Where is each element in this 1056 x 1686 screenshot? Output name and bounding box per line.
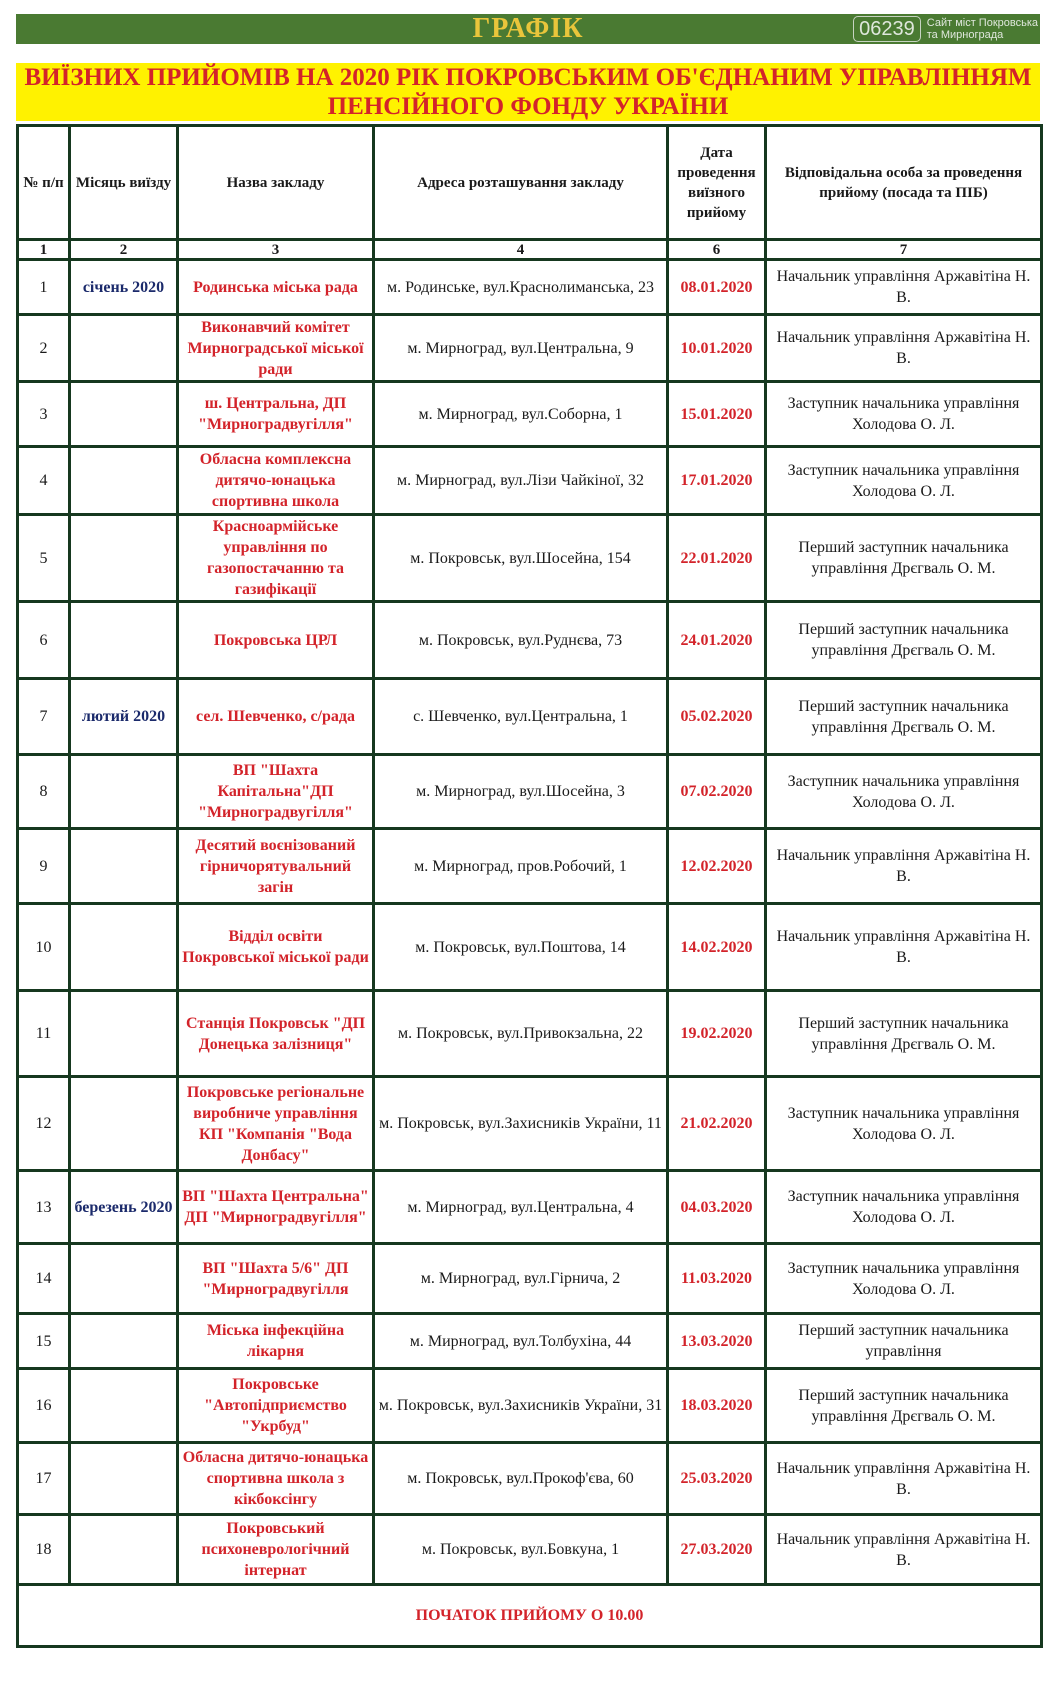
row-person: Заступник начальника управління Холодова О. Л. <box>766 447 1042 515</box>
row-number: 17 <box>18 1443 70 1515</box>
page-title: ГРАФІК <box>472 13 584 44</box>
col-number: 1 <box>18 240 70 260</box>
row-address: м. Покровськ, вул.Бовкуна, 1 <box>374 1515 668 1585</box>
row-person: Заступник начальника управління Холодова О. Л. <box>766 382 1042 447</box>
row-number: 2 <box>18 315 70 382</box>
row-person: Заступник начальника управління Холодова О. Л. <box>766 1244 1042 1314</box>
row-person: Начальник управління Аржавітіна Н. В. <box>766 1515 1042 1585</box>
row-institution: Обласна дитячо-юнацька спортивна школа з кікбоксінгу <box>178 1443 374 1515</box>
row-month <box>70 447 178 515</box>
col-header-month: Місяць виїзду <box>70 126 178 240</box>
subtitle-line-1: ВИЇЗНИХ ПРИЙОМІВ НА 2020 РІК ПОКРОВСЬКИМ ОБ'ЄДНАНИМ УПРАВЛІННЯМ <box>24 64 1032 91</box>
reception-start-note: ПОЧАТОК ПРИЙОМУ О 10.00 <box>18 1585 1042 1647</box>
row-address: м. Мирноград, вул.Соборна, 1 <box>374 382 668 447</box>
row-address: м. Покровськ, вул.Захисників України, 11 <box>374 1077 668 1171</box>
row-month <box>70 1077 178 1171</box>
table-row <box>18 1171 1042 1244</box>
header-row <box>18 126 1042 240</box>
row-person: Заступник начальника управління Холодова О. Л. <box>766 1077 1042 1171</box>
row-date: 18.03.2020 <box>668 1369 766 1443</box>
watermark-number: 06239 <box>853 16 921 42</box>
row-date: 24.01.2020 <box>668 602 766 679</box>
row-institution: ш. Центральна, ДП "Мирноградвугілля" <box>178 382 374 447</box>
row-date: 10.01.2020 <box>668 315 766 382</box>
table-row <box>18 1515 1042 1585</box>
column-number-row <box>18 240 1042 260</box>
row-institution: Покровське "Автопідприємство "Укрбуд" <box>178 1369 374 1443</box>
row-date: 22.01.2020 <box>668 515 766 602</box>
row-person: Перший заступник начальника управління <box>766 1314 1042 1369</box>
row-institution: Відділ освіти Покровської міської ради <box>178 904 374 991</box>
row-institution: Виконавчий комітет Мирноградської міської ради <box>178 315 374 382</box>
row-number: 1 <box>18 260 70 315</box>
col-header-date: Дата проведення виїзного прийому <box>668 126 766 240</box>
row-month <box>70 382 178 447</box>
row-address: м. Мирноград, вул.Лізи Чайкіної, 32 <box>374 447 668 515</box>
row-number: 18 <box>18 1515 70 1585</box>
row-institution: Десятий воєнізований гірничорятувальний загін <box>178 829 374 904</box>
row-number: 11 <box>18 991 70 1077</box>
row-month <box>70 829 178 904</box>
row-institution: Красноармійське управління по газопостачанню та газифікації <box>178 515 374 602</box>
row-month: березень 2020 <box>70 1171 178 1244</box>
col-header-address: Адреса розташування закладу <box>374 126 668 240</box>
row-person: Перший заступник начальника управління Дрєгваль О. М. <box>766 991 1042 1077</box>
row-address: м. Покровськ, вул.Шосейна, 154 <box>374 515 668 602</box>
row-institution: Станція Покровськ "ДП Донецька залізниця" <box>178 991 374 1077</box>
row-month <box>70 315 178 382</box>
watermark-line-2: та Мирнограда <box>926 29 1004 41</box>
watermark-caption <box>927 17 1038 41</box>
table-row <box>18 755 1042 829</box>
row-month <box>70 904 178 991</box>
row-person: Начальник управління Аржавітіна Н. В. <box>766 1443 1042 1515</box>
col-header-name: Назва закладу <box>178 126 374 240</box>
row-date: 17.01.2020 <box>668 447 766 515</box>
row-number: 8 <box>18 755 70 829</box>
row-number: 4 <box>18 447 70 515</box>
subtitle-line-2: ПЕНСІЙНОГО ФОНДУ УКРАЇНИ <box>327 93 729 120</box>
col-header-number: № п/п <box>18 126 70 240</box>
row-date: 05.02.2020 <box>668 679 766 755</box>
table-row <box>18 829 1042 904</box>
row-number: 15 <box>18 1314 70 1369</box>
table-row <box>18 1314 1042 1369</box>
col-number: 4 <box>374 240 668 260</box>
row-date: 14.02.2020 <box>668 904 766 991</box>
row-address: м. Мирноград, вул.Центральна, 9 <box>374 315 668 382</box>
site-watermark <box>853 15 1038 43</box>
row-institution: Родинська міська рада <box>178 260 374 315</box>
row-month <box>70 1369 178 1443</box>
row-date: 08.01.2020 <box>668 260 766 315</box>
row-month <box>70 1244 178 1314</box>
row-person: Перший заступник начальника управління Дрєгваль О. М. <box>766 1369 1042 1443</box>
row-address: м. Родинське, вул.Краснолиманська, 23 <box>374 260 668 315</box>
col-header-person: Відповідальна особа за проведення прийому (посада та ПІБ) <box>766 126 1042 240</box>
row-number: 13 <box>18 1171 70 1244</box>
table-row <box>18 447 1042 515</box>
row-month <box>70 602 178 679</box>
row-institution: Міська інфекційна лікарня <box>178 1314 374 1369</box>
table-row <box>18 260 1042 315</box>
row-address: м. Покровськ, вул.Поштова, 14 <box>374 904 668 991</box>
row-institution: ВП "Шахта Капітальна"ДП "Мирноградвугілля" <box>178 755 374 829</box>
table-row <box>18 679 1042 755</box>
row-address: м. Покровськ, вул.Привокзальна, 22 <box>374 991 668 1077</box>
table-row <box>18 991 1042 1077</box>
row-month <box>70 1314 178 1369</box>
row-number: 6 <box>18 602 70 679</box>
row-date: 11.03.2020 <box>668 1244 766 1314</box>
row-month: лютий 2020 <box>70 679 178 755</box>
row-institution: Покровське регіональне виробниче управління КП "Компанія "Вода Донбасу" <box>178 1077 374 1171</box>
col-number: 2 <box>70 240 178 260</box>
row-month <box>70 1443 178 1515</box>
row-address: м. Покровськ, вул.Руднєва, 73 <box>374 602 668 679</box>
col-number: 6 <box>668 240 766 260</box>
table-row <box>18 1077 1042 1171</box>
row-address: м. Покровськ, вул.Прокоф'єва, 60 <box>374 1443 668 1515</box>
table-row <box>18 904 1042 991</box>
row-address: с. Шевченко, вул.Центральна, 1 <box>374 679 668 755</box>
row-month <box>70 515 178 602</box>
watermark-line-1: Сайт міст Покровська <box>926 17 1038 29</box>
table-row <box>18 1443 1042 1515</box>
row-person: Перший заступник начальника управління Дрєгваль О. М. <box>766 515 1042 602</box>
row-institution: сел. Шевченко, с/рада <box>178 679 374 755</box>
row-person: Начальник управління Аржавітіна Н. В. <box>766 829 1042 904</box>
table-row <box>18 1244 1042 1314</box>
row-date: 27.03.2020 <box>668 1515 766 1585</box>
row-institution: ВП "Шахта Центральна" ДП "Мирноградвугілля" <box>178 1171 374 1244</box>
row-address: м. Покровськ, вул.Захисників України, 31 <box>374 1369 668 1443</box>
row-person: Перший заступник начальника управління Дрєгваль О. М. <box>766 679 1042 755</box>
row-month <box>70 755 178 829</box>
row-date: 21.02.2020 <box>668 1077 766 1171</box>
row-date: 04.03.2020 <box>668 1171 766 1244</box>
row-number: 3 <box>18 382 70 447</box>
row-person: Начальник управління Аржавітіна Н. В. <box>766 315 1042 382</box>
row-number: 10 <box>18 904 70 991</box>
row-number: 7 <box>18 679 70 755</box>
table-row <box>18 382 1042 447</box>
row-number: 12 <box>18 1077 70 1171</box>
row-address: м. Мирноград, вул.Толбухіна, 44 <box>374 1314 668 1369</box>
row-number: 16 <box>18 1369 70 1443</box>
row-number: 9 <box>18 829 70 904</box>
row-person: Заступник начальника управління Холодова О. Л. <box>766 1171 1042 1244</box>
row-date: 07.02.2020 <box>668 755 766 829</box>
row-address: м. Мирноград, вул.Шосейна, 3 <box>374 755 668 829</box>
row-number: 5 <box>18 515 70 602</box>
table-row <box>18 1369 1042 1443</box>
row-month <box>70 1515 178 1585</box>
table-row <box>18 515 1042 602</box>
row-institution: Покровська ЦРЛ <box>178 602 374 679</box>
row-address: м. Мирноград, вул.Гірнича, 2 <box>374 1244 668 1314</box>
row-date: 12.02.2020 <box>668 829 766 904</box>
col-number: 7 <box>766 240 1042 260</box>
row-institution: Покровський психоневрологічний інтернат <box>178 1515 374 1585</box>
table-row <box>18 602 1042 679</box>
table-row <box>18 315 1042 382</box>
row-month <box>70 991 178 1077</box>
row-address: м. Мирноград, пров.Робочий, 1 <box>374 829 668 904</box>
row-person: Начальник управління Аржавітіна Н. В. <box>766 904 1042 991</box>
row-date: 13.03.2020 <box>668 1314 766 1369</box>
footer-row <box>18 1585 1042 1647</box>
row-address: м. Мирноград, вул.Центральна, 4 <box>374 1171 668 1244</box>
row-date: 19.02.2020 <box>668 991 766 1077</box>
row-date: 25.03.2020 <box>668 1443 766 1515</box>
row-institution: ВП "Шахта 5/6" ДП "Мирноградвугілля <box>178 1244 374 1314</box>
row-person: Начальник управління Аржавітіна Н. В. <box>766 260 1042 315</box>
subtitle-banner <box>16 63 1040 121</box>
row-person: Перший заступник начальника управління Дрєгваль О. М. <box>766 602 1042 679</box>
row-date: 15.01.2020 <box>668 382 766 447</box>
row-month: січень 2020 <box>70 260 178 315</box>
col-number: 3 <box>178 240 374 260</box>
row-person: Заступник начальника управління Холодова О. Л. <box>766 755 1042 829</box>
row-institution: Обласна комплексна дитячо-юнацька спортивна школа <box>178 447 374 515</box>
schedule-table <box>16 124 1043 1648</box>
row-number: 14 <box>18 1244 70 1314</box>
